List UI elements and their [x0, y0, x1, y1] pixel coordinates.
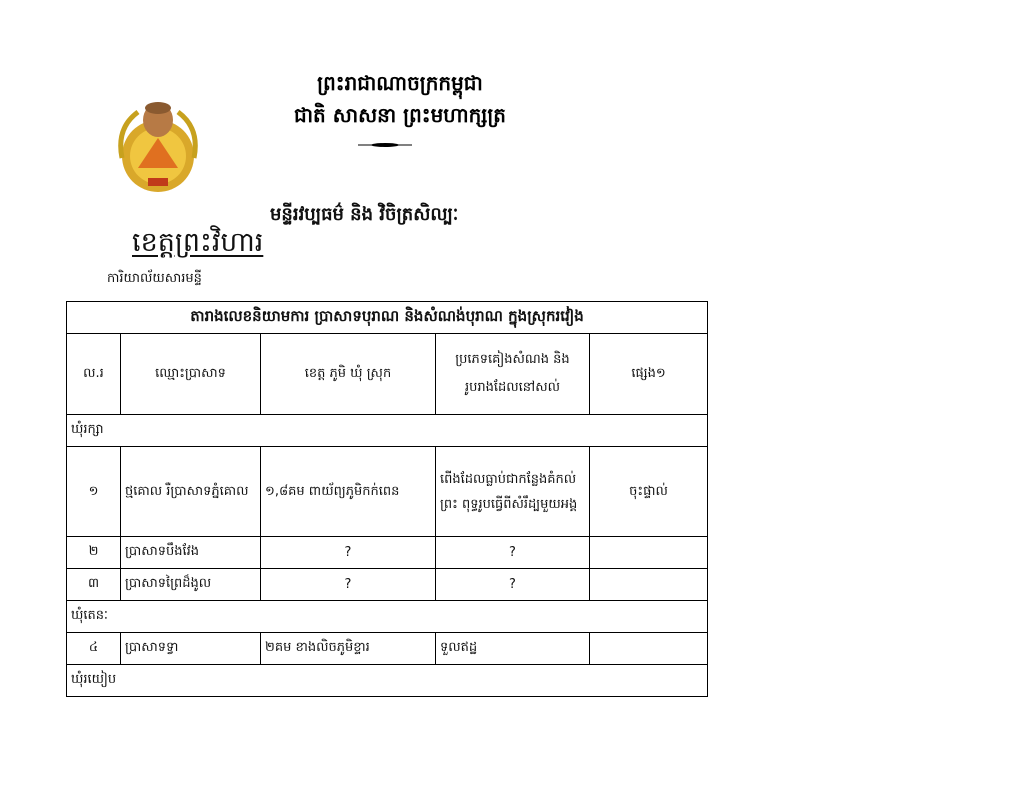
cell-location: ១,៨គម ពាយ័ព្យភូមិកក់ពេន [261, 447, 436, 537]
cell-number: ២ [67, 537, 121, 569]
motto-heading: ជាតិ សាសនា ព្រះមហាក្សត្រ [294, 103, 506, 127]
ministry-emblem-icon [108, 98, 208, 198]
table-title-row [67, 302, 708, 334]
cell-other [590, 537, 708, 569]
cell-number: ១ [67, 447, 121, 537]
header-type: ប្រភេទគៀងសំណង និង រូបរាងដែលនៅសល់ [436, 334, 590, 415]
table-header-row [67, 334, 708, 415]
cell-temple-name: ប្រាសាទទ្វា [121, 633, 261, 665]
cell-type: ទួលឥដ្ឋ [436, 633, 590, 665]
cell-location: ? [261, 537, 436, 569]
header-other: ផ្សេង១ [590, 334, 708, 415]
cell-type: ? [436, 569, 590, 601]
table-title: តារាងលេខនិយាមការ ប្រាសាទបុរាណ និងសំណង់បុរាណ ក្នុងស្រុករវៀង [67, 302, 708, 334]
cell-other [590, 569, 708, 601]
cell-type: ពើងដែលធ្លាប់ជាកន្លែងគំកល់ ព្រះ ពុទ្ធរូបធ្វើពីសំរឹដ្បមួយអង្គ [436, 447, 590, 537]
table-row [67, 447, 708, 537]
table-row [67, 633, 708, 665]
cell-number: ៣ [67, 569, 121, 601]
table-row [67, 569, 708, 601]
commune-name: ឃុំរយៀប [67, 665, 708, 697]
commune-row [67, 665, 708, 697]
commune-row [67, 415, 708, 447]
header-number: ល.រ [67, 334, 121, 415]
office-label: ការិយាល័យសារមន្ទី [107, 271, 202, 286]
kingdom-heading: ព្រះរាជាណាចក្រកម្ពុជា [317, 71, 483, 95]
cell-other: ចុះផ្ទាល់ [590, 447, 708, 537]
divider-ornament [358, 142, 412, 148]
cell-other [590, 633, 708, 665]
cell-temple-name: ថ្មគោល រឺប្រាសាទភ្នំគោល [121, 447, 261, 537]
cell-temple-name: ប្រាសាទព្រៃដ៏ងូល [121, 569, 261, 601]
header-temple-name: ឈ្មោះប្រាសាទ [121, 334, 261, 415]
cell-type: ? [436, 537, 590, 569]
province-title: ខេត្តព្រះវិហារ [132, 227, 264, 258]
monument-inventory-table [66, 301, 708, 697]
commune-name: ឃុំរក្សា [67, 415, 708, 447]
department-heading: មន្ទីរវប្បធម៌ និង វិចិត្រសិល្បៈ [270, 204, 459, 225]
cell-location: ? [261, 569, 436, 601]
header-location: ខេត្ត ភូមិ ឃុំ ស្រុក [261, 334, 436, 415]
commune-name: ឃុំតេនៈ [67, 601, 708, 633]
cell-location: ២គម ខាងលិចភូមិខ្ទារ [261, 633, 436, 665]
commune-row [67, 601, 708, 633]
table-row [67, 537, 708, 569]
cell-number: ៤ [67, 633, 121, 665]
cell-temple-name: ប្រាសាទបឹងវែង [121, 537, 261, 569]
